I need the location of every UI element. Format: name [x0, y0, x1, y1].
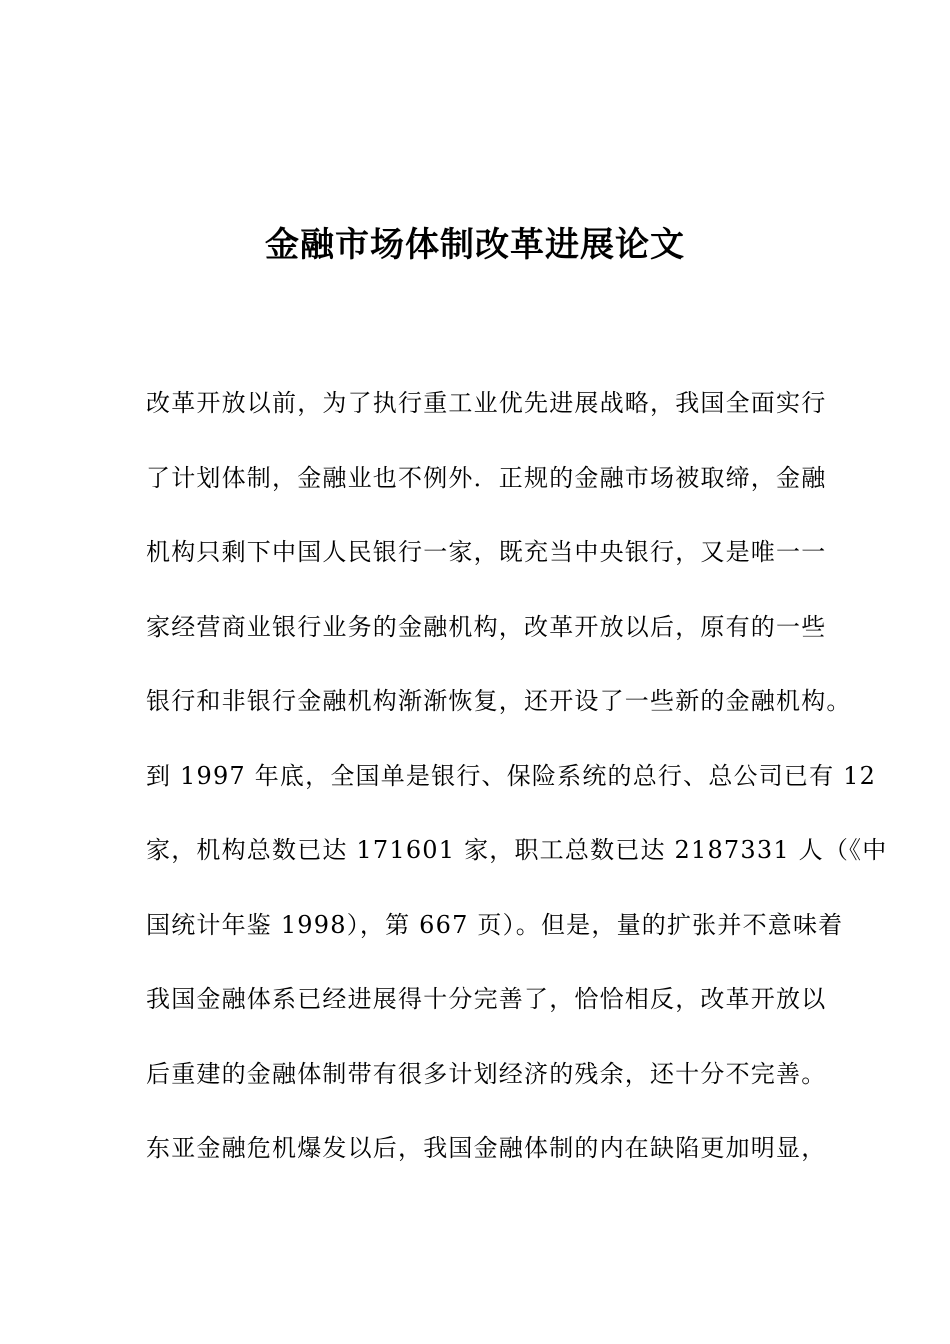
document-body: [146, 380, 888, 1200]
body-line-2: 了计划体制，金融业也不例外．正规的金融市场被取缔，金融: [146, 463, 827, 492]
body-line-7: 家，机构总数已达 171601 家，职工总数已达 2187331 人（《中: [146, 836, 888, 864]
document-title: 金融市场体制改革进展论文: [265, 225, 685, 265]
body-line-9: 我国金融体系已经进展得十分完善了，恰恰相反，改革开放以: [146, 985, 827, 1013]
body-line-1: 改革开放以前，为了执行重工业优先进展战略，我国全面实行: [146, 389, 827, 417]
body-line-3: 机构只剩下中国人民银行一家，既充当中央银行，又是唯一一: [146, 538, 827, 566]
body-line-4: 家经营商业银行业务的金融机构，改革开放以后，原有的一些: [146, 612, 827, 641]
body-line-8: 国统计年鉴 1998），第 667 页）。但是，量的扩张并不意味着: [146, 910, 844, 939]
body-line-10: 后重建的金融体制带有很多计划经济的残余，还十分不完善。: [146, 1059, 827, 1088]
body-line-5: 银行和非银行金融机构渐渐恢复，还开设了一些新的金融机构。: [146, 687, 852, 715]
body-line-11: 东亚金融危机爆发以后，我国金融体制的内在缺陷更加明显，: [146, 1134, 827, 1162]
body-line-6: 到 1997 年底，全国单是银行、保险系统的总行、总公司已有 12: [146, 761, 877, 790]
